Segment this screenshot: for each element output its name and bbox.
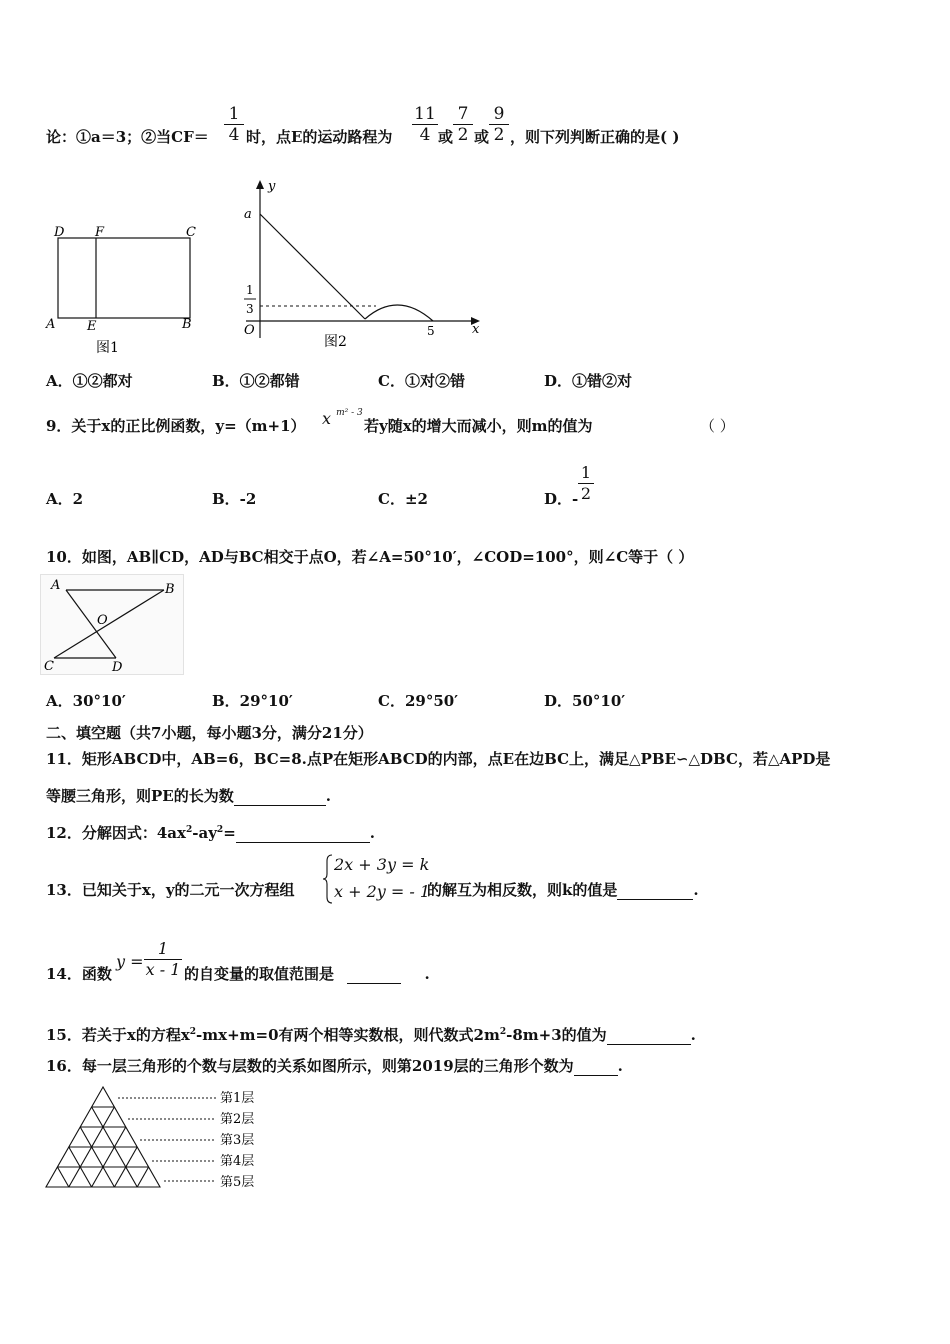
q8-fig2-label-o: O — [244, 323, 255, 338]
q8-option-b: B．①②都错 — [212, 372, 300, 390]
q8-fraction-1 — [224, 104, 244, 145]
q13-text-a: 13．已知关于x，y的二元一次方程组 — [46, 881, 295, 899]
q13-text-b: 的解互为相反数，则k的值是 — [427, 881, 618, 899]
q14-text-a: 14．函数 — [46, 965, 112, 983]
q9-power — [322, 409, 363, 428]
q12-sup-2: 2 — [216, 825, 224, 835]
q8-text-c: ，则下列判断正确的是( ) — [510, 128, 680, 146]
q8-figure-1 — [40, 220, 210, 360]
q12-line — [46, 820, 375, 843]
q8-text-b-line — [246, 127, 392, 147]
q9-paren: （ ） — [700, 417, 735, 435]
q15-text-c: -8m+3的值为 — [506, 1026, 607, 1044]
q12-text-a: 12．分解因式：4ax — [46, 824, 186, 842]
q8-fig2-caption: 图2 — [324, 334, 347, 350]
q16-end: . — [617, 1057, 623, 1075]
q16-r-line-4 — [57, 1167, 68, 1187]
q14-answer-blank — [347, 969, 401, 984]
q13-line-b — [427, 880, 699, 900]
q13-equation-1: 2x + 3y = k — [334, 855, 430, 874]
q8-fig1-label-f: F — [95, 225, 105, 240]
q13-answer-blank — [617, 885, 693, 900]
q8-fig1-label-e: E — [87, 319, 97, 334]
q13-brace — [322, 853, 334, 905]
q8-fig2-label-y: y — [268, 179, 276, 194]
q12-text-b: -ay — [192, 824, 217, 842]
q8-fraction-4-num: 9 — [489, 104, 509, 125]
q12-end: . — [369, 824, 375, 842]
q16-layer-4: 第4层 — [220, 1154, 255, 1169]
q16-layer-3: 第3层 — [220, 1133, 255, 1148]
q16-layer-2: 第2层 — [220, 1112, 255, 1127]
q9-text-a: 9．关于x的正比例函数，y=（m+1） — [46, 417, 306, 435]
q8-fig1-label-c: C — [186, 225, 196, 240]
q16-layer-5: 第5层 — [220, 1175, 255, 1190]
q8-fig2-label-3: 3 — [246, 302, 254, 316]
q10-option-c: C．29°50′ — [378, 692, 459, 710]
q16-triangle-grid — [46, 1087, 160, 1187]
q9-option-c: C．±2 — [378, 490, 428, 508]
q15-text-a: 15．若关于x的方程x — [46, 1026, 190, 1044]
q10-label-a: A — [51, 578, 61, 593]
q10-option-a: A．30°10′ — [46, 692, 126, 710]
q8-fraction-2-den: 4 — [419, 125, 431, 145]
q13-brace-path — [323, 855, 332, 903]
q8-fig2-y-arrow — [256, 180, 264, 189]
q16-text: 16．每一层三角形的个数与层数的关系如图所示，则第2019层的三角形个数为 — [46, 1057, 574, 1075]
q15-end: . — [690, 1026, 696, 1044]
q8-or-1: 或 — [438, 128, 454, 146]
q13-end: . — [693, 881, 699, 899]
q16-l-line-4 — [137, 1167, 148, 1187]
q10-label-o: O — [97, 613, 108, 628]
q8-text-b: 时，点E的运动路程为 — [246, 128, 393, 146]
q14-end: . — [424, 965, 430, 983]
q10-label-c: C — [44, 659, 54, 674]
q16-line — [46, 1056, 623, 1076]
q8-option-d: D．①错②对 — [544, 372, 633, 390]
q11-line-2 — [46, 786, 331, 806]
q16-outer-triangle — [46, 1087, 160, 1187]
q8-text-a: 论：①a＝3；②当CF＝ — [46, 128, 209, 146]
q15-text-b: -mx+m=0有两个相等实数根，则代数式2m — [196, 1026, 500, 1044]
q15-sup-2: 2 — [499, 1027, 507, 1037]
q10-label-b: B — [165, 582, 175, 597]
q14-line-b — [184, 964, 430, 984]
q8-fig2-label-x: x — [472, 322, 480, 337]
q8-fraction-3 — [453, 104, 473, 145]
q14-text-b: 的自变量的取值范围是 — [184, 965, 335, 983]
q14-frac-den: x - 1 — [145, 960, 181, 979]
q8-fraction-4 — [489, 104, 509, 145]
q16-answer-blank — [574, 1061, 618, 1076]
q8-fraction-4-den: 2 — [493, 125, 505, 145]
q10-label-d: D — [112, 660, 123, 675]
q9-option-d: D．- — [544, 490, 579, 508]
q15-sup-1: 2 — [189, 1027, 197, 1037]
q9-d-frac-num: 1 — [578, 463, 594, 484]
q8-fig2-decreasing-line — [260, 214, 365, 319]
q9-text-b: 若y随x的增大而减小，则m的值为 — [364, 417, 593, 435]
q14-y-equals: y = — [116, 952, 144, 971]
q8-conclusion-line — [46, 127, 209, 147]
q9-x-base: x — [322, 409, 332, 428]
q12-text-c: = — [223, 824, 236, 842]
q8-fraction-1-num: 1 — [224, 104, 244, 125]
q8-fraction-1-den: 4 — [228, 125, 240, 145]
q8-fig1-label-b: B — [182, 317, 192, 332]
q8-figure-2 — [236, 178, 486, 358]
q12-sup-1: 2 — [185, 825, 193, 835]
q8-option-a: A．①②都对 — [46, 372, 133, 390]
q8-fig1-label-d: D — [54, 225, 65, 240]
section-2-title: 二、填空题（共7小题，每小题3分，满分21分） — [46, 724, 373, 742]
q8-fig1-label-a: A — [46, 317, 56, 332]
q11-end: . — [325, 787, 331, 805]
q8-fig2-label-5: 5 — [427, 324, 435, 338]
q8-or-2: 或 — [474, 128, 490, 146]
q15-line — [46, 1022, 696, 1045]
q8-fraction-2-num: 11 — [412, 104, 438, 125]
q8-fraction-3-den: 2 — [457, 125, 469, 145]
q8-fraction-3-num: 7 — [453, 104, 473, 125]
q8-option-c: C．①对②错 — [378, 372, 465, 390]
q16-triangle-figure — [40, 1082, 280, 1194]
q9-option-b: B．-2 — [212, 490, 257, 508]
q11-line-1: 11．矩形ABCD中，AB=6，BC=8.点P在矩形ABCD的内部，点E在边BC上，满足△PBE∽△DBC，若△APD是 — [46, 750, 831, 768]
q11-answer-blank — [234, 791, 326, 806]
q10-question: 10．如图，AB∥CD，AD与BC相交于点O，若∠A=50°10′，∠COD=100°，则∠C等于（ ） — [46, 548, 694, 566]
q10-figure — [40, 574, 185, 676]
q15-answer-blank — [607, 1030, 691, 1045]
q8-fig1-caption: 图1 — [96, 340, 119, 356]
q16-layer-1: 第1层 — [220, 1091, 255, 1106]
q9-option-d-fraction — [578, 463, 594, 504]
q10-option-d: D．50°10′ — [544, 692, 626, 710]
q10-option-b: B．29°10′ — [212, 692, 293, 710]
q14-frac-num: 1 — [144, 939, 182, 960]
q13-equation-2: x + 2y = - 1 — [334, 882, 431, 901]
q8-fraction-2 — [412, 104, 438, 145]
q8-fig2-arc — [365, 305, 433, 321]
q14-fraction — [144, 939, 182, 980]
q9-d-frac-den: 2 — [580, 484, 592, 503]
q11-line-2-text: 等腰三角形，则PE的长为数 — [46, 787, 234, 805]
q12-answer-blank — [236, 828, 370, 843]
q9-option-a: A．2 — [46, 490, 84, 508]
q8-fig1-rectangle — [58, 238, 190, 318]
q9-exponent: m² - 3 — [336, 408, 363, 418]
q8-fig2-label-1: 1 — [246, 283, 254, 297]
q8-fig2-label-a: a — [244, 207, 252, 222]
